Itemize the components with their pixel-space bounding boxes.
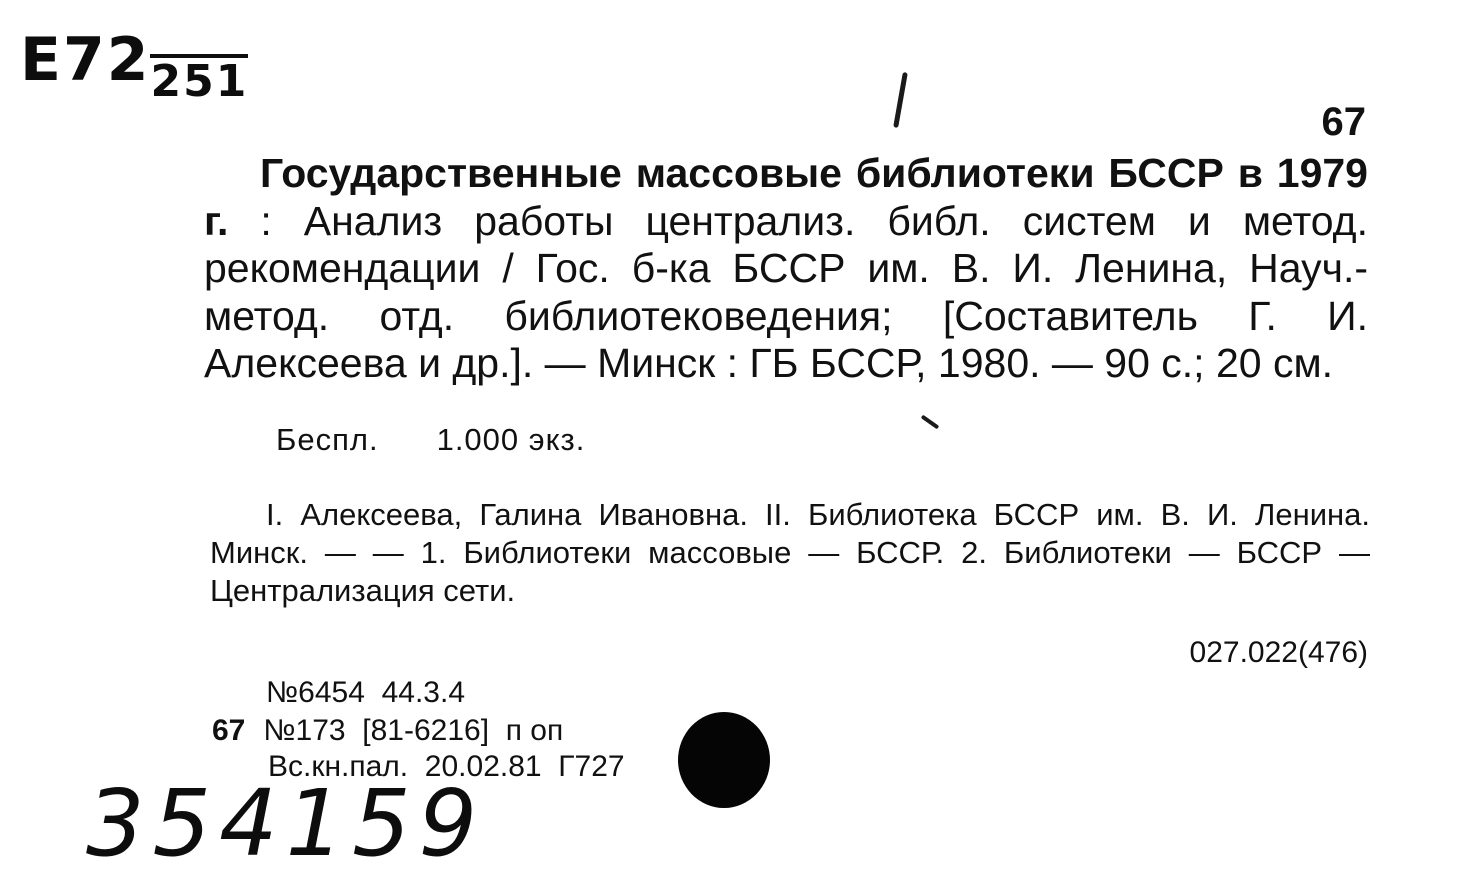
registry-line-2 <box>212 714 563 748</box>
print-run: 1.000 экз. <box>436 422 586 457</box>
punch-hole <box>678 712 770 808</box>
handwritten-shelfmark <box>20 25 249 107</box>
handwritten-inventory-number: 354159 <box>86 770 486 877</box>
card-number: 67 <box>1321 100 1366 144</box>
registry-line-3: Вс.кн.пал. 20.02.81 Г727 <box>268 750 625 783</box>
registry-card-number: 67 <box>212 714 246 747</box>
handwritten-shelfmark-fraction: 251 <box>150 56 249 107</box>
registry-line-2-text: №173 [81-6216] п оп <box>263 714 564 747</box>
entry-body: : Анализ работы централиз. библ. систем и метод. рекомендации / Гос. б-ка БССР им. В. И. Ленина, Науч.-метод. отд. библиотековедения; [Составитель Г. И. Алексеева и др.]. — Минск : ГБ БССР, 1980. — 90 с.; 20 см. <box>204 197 1368 386</box>
handwritten-shelfmark-main: Е72 <box>20 25 151 95</box>
udc-code: 027.022(476) <box>1189 636 1368 669</box>
price-line <box>276 422 585 458</box>
pencil-tick <box>921 415 940 430</box>
pencil-mark <box>893 72 908 128</box>
subject-tracing: I. Алексеева, Галина Ивановна. II. Библиотека БССР им. В. И. Ленина. Минск. — — 1. Библиотеки массовые — БССР. 2. Библиотеки — БССР — Централизация сети. <box>210 497 1370 608</box>
entry-title: Государственные массовые библиотеки БССР в 1979 г. <box>204 150 1368 244</box>
registry-line-1: №6454 44.3.4 <box>266 676 465 709</box>
price: Беспл. <box>276 422 379 457</box>
bibliographic-entry <box>204 150 1368 388</box>
